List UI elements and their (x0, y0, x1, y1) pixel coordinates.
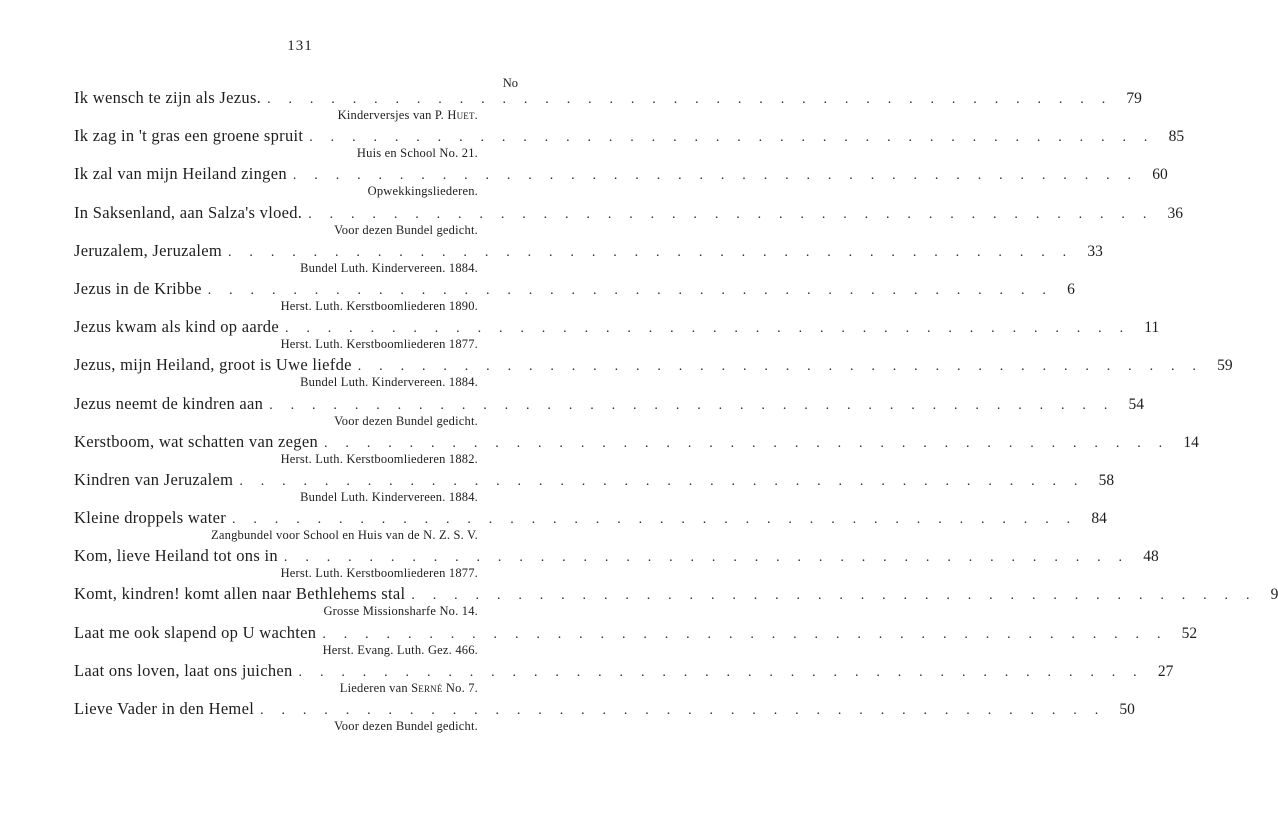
entry-row (74, 355, 1233, 375)
leader-dots: . . . . . . . . . . . . . . . . . . . . . . . . . . . . . . . . . . . . . . . . (292, 168, 1139, 184)
leader-dots: . . . . . . . . . . . . . . . . . . . . . . . . . . . . . . . . . . . . . . . . (269, 397, 1115, 413)
index-entry (74, 393, 1145, 432)
entry-title: Jezus kwam als kind op aarde (74, 317, 279, 337)
source-text: Liederen van (339, 680, 412, 695)
entry-source (74, 528, 518, 542)
index-entry (74, 469, 1115, 508)
entry-number: 60 (1152, 166, 1168, 184)
entry-source (74, 414, 518, 428)
entry-source (74, 490, 518, 504)
entry-row (74, 431, 1199, 452)
entry-title: Jezus neemt de kindren aan (74, 393, 264, 413)
entry-number: 36 (1167, 204, 1184, 222)
entry-title: Komt, kindren! komt allen naar Bethlehems stal (74, 584, 406, 604)
entry-row (74, 469, 1115, 490)
source-text: Voor dezen Bundel gedicht. (334, 413, 478, 428)
entry-title: In Saksenland, aan Salza's vloed. (74, 202, 303, 222)
source-text: Bundel Luth. Kindervereen. 1884. (300, 489, 478, 504)
index-entry (74, 278, 1075, 317)
entry-number: 59 (1217, 357, 1233, 375)
entry-title: Kerstboom, wat schatten van zegen (74, 431, 319, 451)
entry-source (74, 337, 518, 351)
source-text: Herst. Luth. Kerstboomliederen 1882. (280, 451, 478, 466)
entry-row (74, 393, 1145, 414)
entry-number: 11 (1144, 319, 1160, 337)
source-text: Herst. Luth. Kerstboomliederen 1890. (280, 298, 478, 313)
entry-row (74, 202, 1184, 223)
source-text: Kinderversjes van P. (337, 108, 448, 122)
leader-dots: . . . . . . . . . . . . . . . . . . . . . . . . . . . . . . . . . . . . . . . . (309, 130, 1155, 146)
entry-number: 54 (1128, 395, 1145, 413)
leader-dots: . . . . . . . . . . . . . . . . . . . . . . . . . . . . . . . . . . . . . . . . (260, 703, 1106, 718)
entry-title: Kindren van Jeruzalem (74, 469, 234, 489)
entry-title: Lieve Vader in den Hemel (74, 699, 255, 718)
entry-number: 6 (1067, 280, 1075, 298)
entry-source (74, 681, 518, 695)
entry-row (74, 508, 1107, 528)
source-text: Opwekkingsliederen. (367, 184, 478, 199)
source-text: Herst. Luth. Kerstboomliederen 1877. (280, 566, 478, 581)
entry-row (74, 584, 1278, 604)
entry-source (74, 604, 518, 618)
entry-number: 52 (1181, 624, 1198, 642)
column-header-no: No (502, 76, 518, 90)
entry-number: 48 (1143, 548, 1159, 566)
index-entry (74, 546, 1159, 584)
source-text-end: No. 7. (442, 680, 478, 695)
index-entry (74, 584, 1278, 622)
entry-title: Laat me ook slapend op U wachten (74, 622, 317, 642)
index-entry (74, 88, 1142, 126)
leader-dots: . . . . . . . . . . . . . . . . . . . . . . . . . . . . . . . . . . . . . . . . (239, 473, 1085, 489)
entry-source (74, 184, 518, 198)
entry-source (74, 299, 518, 313)
index-entry (74, 164, 1168, 202)
entry-source (74, 108, 518, 122)
entry-number: 27 (1157, 662, 1174, 680)
index-list (74, 88, 1278, 737)
entry-title: Jeruzalem, Jeruzalem (74, 240, 223, 260)
entry-source (74, 719, 518, 733)
source-text: Voor dezen Bundel gedicht. (334, 719, 478, 733)
entry-title: Jezus in de Kribbe (74, 278, 202, 298)
entry-title: Jezus, mijn Heiland, groot is Uwe liefde (74, 355, 352, 375)
leader-dots: . . . . . . . . . . . . . . . . . . . . . . . . . . . . . . . . . . . . . . . . (232, 512, 1078, 528)
entry-title: Ik zag in 't gras een groene spruit (74, 126, 304, 146)
index-entry (74, 240, 1103, 279)
entry-row (74, 88, 1142, 108)
leader-dots: . . . . . . . . . . . . . . . . . . . . . . . . . . . . . . . . . . . . . . . . (324, 435, 1170, 451)
entry-title: Laat ons loven, laat ons juichen (74, 660, 293, 680)
index-entry (74, 622, 1198, 661)
entry-source (74, 643, 518, 657)
entry-number: 9 (1270, 586, 1278, 604)
entry-row (74, 699, 1135, 719)
leader-dots: . . . . . . . . . . . . . . . . . . . . . . . . . . . . . . . . . . . . . . . . (322, 626, 1168, 642)
entry-number: 84 (1091, 510, 1107, 528)
source-text: Huis en School No. 21. (356, 146, 478, 161)
entry-row (74, 164, 1168, 184)
entry-source (74, 375, 518, 389)
index-entry (74, 202, 1184, 241)
page-number: 131 (287, 38, 313, 54)
source-text: Herst. Evang. Luth. Gez. 466. (322, 642, 478, 657)
leader-dots: . . . . . . . . . . . . . . . . . . . . . . . . . . . . . . . . . . . . . . . . (267, 92, 1113, 107)
entry-source (74, 146, 518, 160)
entry-number: 14 (1183, 433, 1199, 451)
leader-dots: . . . . . . . . . . . . . . . . . . . . . . . . . . . . . . . . . . . . . . . . (207, 282, 1054, 298)
entry-row (74, 546, 1159, 566)
entry-number: 50 (1119, 701, 1135, 718)
entry-source (74, 566, 518, 580)
source-text: Voor dezen Bundel gedicht. (334, 222, 478, 237)
leader-dots: . . . . . . . . . . . . . . . . . . . . . . . . . . . . . . . . . . . . . . . . (283, 550, 1130, 566)
source-author: Huet (447, 108, 475, 122)
entry-row (74, 126, 1185, 146)
leader-dots: . . . . . . . . . . . . . . . . . . . . . . . . . . . . . . . . . . . . . . . . (298, 664, 1144, 680)
index-entry (74, 431, 1199, 470)
entry-row (74, 278, 1075, 299)
source-author: Serné (411, 680, 443, 695)
leader-dots: . . . . . . . . . . . . . . . . . . . . . . . . . . . . . . . . . . . . . . . . (284, 321, 1131, 337)
source-text: Grosse Missionsharfe No. 14. (323, 604, 478, 619)
source-text: Herst. Luth. Kerstboomliederen 1877. (280, 337, 478, 352)
entry-title: Kom, lieve Heiland tot ons in (74, 546, 278, 566)
entry-source (74, 223, 518, 237)
entry-row (74, 622, 1198, 643)
index-entry (74, 660, 1174, 699)
entry-number: 58 (1098, 471, 1115, 489)
index-entry (74, 699, 1135, 737)
index-entry (74, 508, 1107, 546)
entry-number: 85 (1168, 128, 1185, 146)
entry-row (74, 660, 1174, 681)
entry-title: Ik wensch te zijn als Jezus. (74, 88, 262, 107)
source-text: Bundel Luth. Kindervereen. 1884. (300, 260, 478, 275)
entry-row (74, 317, 1160, 337)
entry-number: 79 (1126, 90, 1142, 107)
index-entry (74, 317, 1160, 355)
entry-row (74, 240, 1103, 261)
leader-dots: . . . . . . . . . . . . . . . . . . . . . . . . . . . . . . . . . . . . . . . . (411, 588, 1257, 604)
leader-dots: . . . . . . . . . . . . . . . . . . . . . . . . . . . . . . . . . . . . . . . . (357, 359, 1204, 375)
source-text: Bundel Luth. Kindervereen. 1884. (300, 375, 478, 390)
source-text-end: . (474, 108, 478, 122)
entry-source (74, 261, 518, 275)
source-text: Zangbundel voor School en Huis van de N. Z. S. V. (211, 528, 478, 543)
index-entry (74, 126, 1185, 164)
entry-title: Ik zal van mijn Heiland zingen (74, 164, 287, 184)
entry-title: Kleine droppels water (74, 508, 226, 528)
index-entry (74, 355, 1233, 393)
leader-dots: . . . . . . . . . . . . . . . . . . . . . . . . . . . . . . . . . . . . . . . . (228, 244, 1074, 260)
leader-dots: . . . . . . . . . . . . . . . . . . . . . . . . . . . . . . . . . . . . . . . . (308, 206, 1154, 222)
entry-source (74, 452, 518, 466)
entry-number: 33 (1087, 242, 1103, 260)
